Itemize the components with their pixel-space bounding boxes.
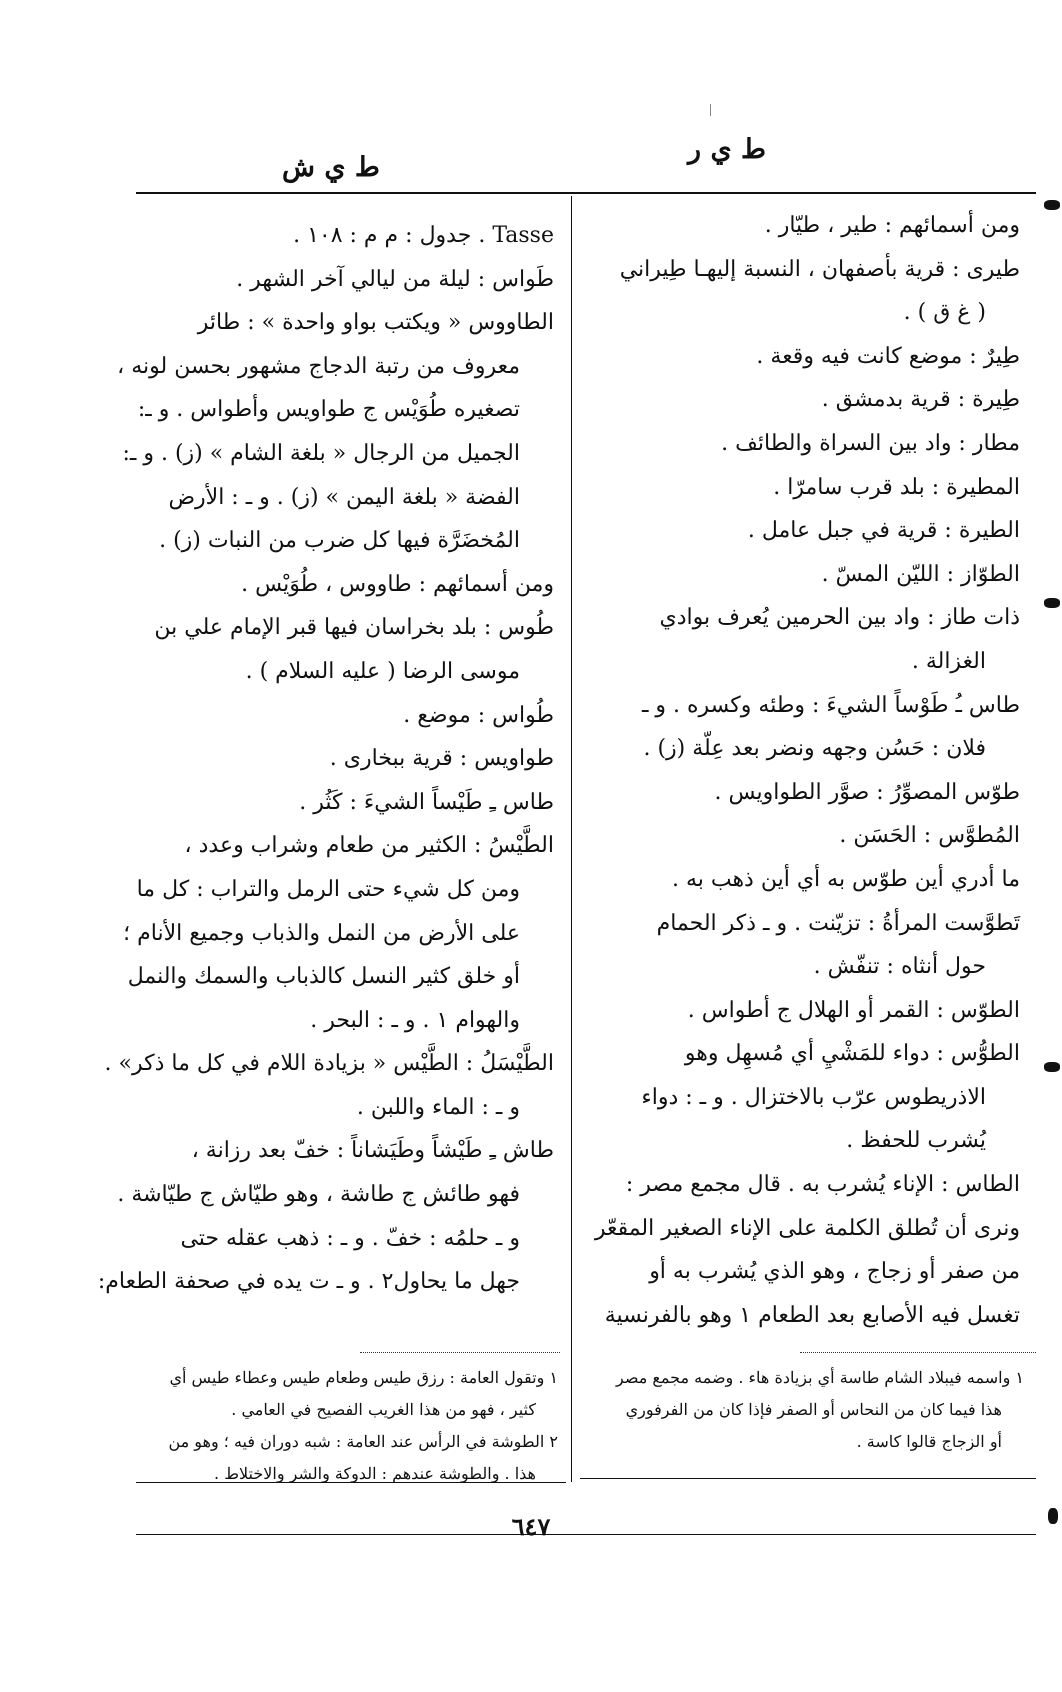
entry-line: ذات طاز : واد بين الحرمين يُعرف بوادي [659, 605, 1020, 631]
entry-line: الطاووس « ويكتب بواو واحدة » : طائر [197, 310, 554, 336]
entry-line: الاذريطوس عرّب بالاختزال . و ـ : دواء [641, 1084, 986, 1110]
margin-mark-2 [1044, 598, 1060, 608]
entry-line: طاش ـِ طَيْشاً وطَيَشاناً : خفّ بعد رزانة ، [191, 1138, 554, 1164]
margin-mark-3 [1044, 1062, 1060, 1072]
entry-line: ومن أسمائهم : طاووس ، طُوَيْس . [241, 571, 554, 597]
entry-line: على الأرض من النمل والذباب وجميع الأنام ؛ [123, 920, 520, 946]
entry-line: ( غ ق ) . [903, 300, 986, 326]
entry-line: Tasse . جدول : م م : ١٠٨ . [293, 223, 554, 248]
header-rule [136, 192, 1036, 194]
entry-line: الطَّيْسَلُ : الطَّيْس « بزيادة اللام في كل ما ذكر» . [104, 1051, 554, 1077]
entry-line: موسى الرضا ( عليه السلام ) . [245, 658, 520, 684]
top-tick [710, 104, 711, 116]
entry-line: تغسل فيه الأصابع بعد الطعام ١ وهو بالفرنسية [604, 1302, 1020, 1328]
entry-line: الطيرة : قرية في جبل عامل . [747, 518, 1020, 544]
entry-line: فهو طائش ج طاشة ، وهو طيّاش ج طيّاشة . [117, 1182, 520, 1208]
right-footnote-rule [800, 1352, 1036, 1353]
footnote-line: أو الزجاج قالوا كاسة . [856, 1432, 1002, 1451]
entry-line: الفضة « بلغة اليمن » (ز) . و ـ : الأرض [168, 484, 520, 510]
footnote-line: هذا . والطوشة عندهم : الدوكة والشر والاختلاط . [214, 1464, 536, 1483]
entry-line: طاس ـُ طَوْساً الشيءَ : وطئه وكسره . و ـ [641, 692, 1020, 718]
entry-line: طيرى : قرية بأصفهان ، النسبة إليهـا طِيراني [619, 256, 1020, 282]
margin-mark-1 [1044, 200, 1060, 210]
left-footnotes [140, 1362, 558, 1490]
entry-line: طِيرة : قرية بدمشق . [821, 387, 1020, 413]
entry-line: الجميل من الرجال « بلغة الشام » (ز) . و ـ: [122, 440, 520, 466]
entry-line: طاس ـِ طَيْساً الشيءَ : كَثُر . [299, 789, 554, 815]
entry-line: أو خلق كثير النسل كالذباب والسمك والنمل [127, 964, 520, 990]
entry-line: و ـ حلمُه : خفّ . و ـ : ذهب عقله حتى [180, 1225, 520, 1251]
entry-line: الطاس : الإناء يُشرب به . قال مجمع مصر : [625, 1172, 1020, 1198]
entry-line: والهوام ١ . و ـ : البحر . [310, 1007, 520, 1033]
footnote-line: ٢ الطوشة في الرأس عند العامة : شبه دوران فيه ؛ وهو من [168, 1432, 558, 1451]
right-column-header: ط ي ر [688, 134, 766, 165]
entry-line: ما أدري أين طوّس به أي أين ذهب به . [671, 866, 1020, 892]
entry-line: و ـ : الماء واللبن . [356, 1094, 520, 1120]
entry-line: معروف من رتبة الدجاج مشهور بحسن لونه ، [117, 353, 520, 379]
left-column-header: ط ي ش [282, 152, 380, 183]
footnote-line: ١ وتقول العامة : رزق طيس وطعام طيس وعطاء طيس أي [169, 1368, 558, 1387]
entry-line: فلان : حَسُن وجهه ونضر بعد عِلّة (ز) . [643, 736, 986, 762]
entry-line: المُخضَرَّة فيها كل ضرب من النبات (ز) . [159, 528, 520, 554]
entry-line: تَطوَّست المرأةُ : تزيّنت . و ـ ذكر الحمام [656, 910, 1020, 936]
right-column [584, 204, 1020, 1337]
bottom-rule-right [580, 1478, 1036, 1479]
entry-line: الطوّس : القمر أو الهلال ج أطواس . [687, 997, 1020, 1023]
right-footnotes [590, 1362, 1024, 1458]
entry-line: طوّس المصوِّرُ : صوَّر الطواويس . [714, 779, 1020, 805]
footnote-line: هذا فيما كان من النحاس أو الصفر فإذا كان من الفرفوري [625, 1400, 1002, 1419]
entry-line: الغزالة . [911, 648, 986, 674]
entry-line: جهل ما يحاول٢ . و ـ ت يده في صحفة الطعام: [97, 1269, 520, 1295]
left-column [97, 214, 554, 1304]
entry-line: طُوس : بلد بخراسان فيها قبر الإمام علي بن [154, 615, 554, 641]
entry-line: طِيرٌ : موضع كانت فيه وقعة . [756, 343, 1020, 369]
entry-line: تصغيره طُوَيْس ج طواويس وأطواس . و ـ: [137, 397, 520, 423]
page-number: ٦٤٧ [511, 1512, 551, 1541]
entry-line: يُشرب للحفظ . [846, 1128, 986, 1154]
entry-line: طُواس : موضع . [403, 702, 554, 728]
footnote-line: ١ واسمه فيبلاد الشام طاسة أي بزيادة هاء . وضمه مجمع مصر [616, 1368, 1024, 1387]
entry-line: حول أنثاه : تنفّش . [813, 954, 986, 980]
entry-line: طَواس : ليلة من ليالي آخر الشهر . [236, 266, 554, 292]
entry-line: المُطوَّس : الحَسَن . [839, 823, 1020, 849]
entry-line: طواويس : قرية ببخارى . [329, 746, 554, 772]
entry-line: المطيرة : بلد قرب سامرّا . [773, 474, 1020, 500]
entry-line: الطوُّس : دواء للمَشْيِ أي مُسهِل وهو [684, 1041, 1020, 1067]
entry-line: مطار : واد بين السراة والطائف . [721, 430, 1020, 456]
entry-line: ونرى أن تُطلق الكلمة على الإناء الصغير المقعّر [594, 1215, 1020, 1241]
footnote-line: كثير ، فهو من هذا الغريب الفصيح في العامي . [231, 1400, 536, 1419]
entry-line: الطَّيْسُ : الكثير من طعام وشراب وعدد ، [184, 833, 554, 859]
entry-line: الطوّاز : الليّن المسّ . [821, 561, 1020, 587]
entry-line: من صفر أو زجاج ، وهو الذي يُشرب به أو [649, 1259, 1020, 1285]
left-footnote-rule [360, 1352, 560, 1353]
entry-line: ومن كل شيء حتى الرمل والتراب : كل ما [136, 876, 520, 902]
column-divider [571, 196, 572, 1482]
entry-line: ومن أسمائهم : طير ، طيّار . [764, 213, 1020, 238]
